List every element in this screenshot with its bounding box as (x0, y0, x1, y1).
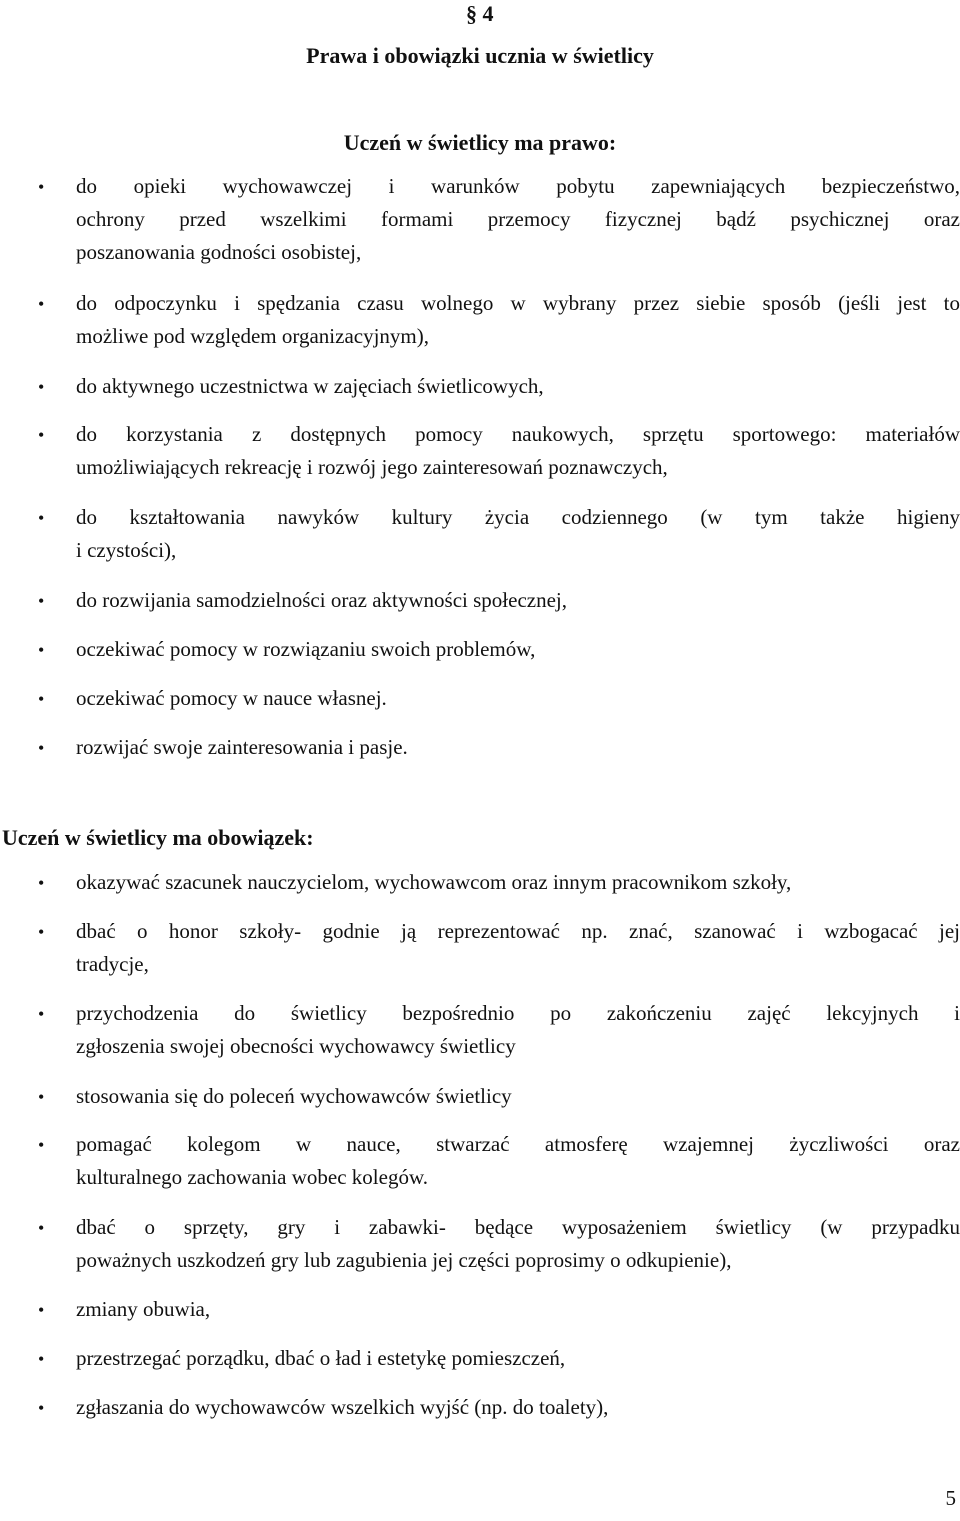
list-item-line: tradycje, (76, 952, 149, 976)
bullet-icon: • (38, 640, 45, 660)
list-item (76, 370, 960, 403)
list-item-line: do rozwijania samodzielności oraz aktywności społecznej, (76, 588, 567, 612)
list-item (76, 418, 960, 484)
list-item-line: zgłaszania do wychowawców wszelkich wyjść (np. do toalety), (76, 1395, 609, 1419)
bullet-icon: • (38, 922, 45, 942)
list-item (76, 682, 960, 715)
list-item-line: zgłoszenia swojej obecności wychowawcy świetlicy (76, 1034, 516, 1058)
bullet-icon: • (38, 1087, 45, 1107)
list-item-line: oczekiwać pomocy w rozwiązaniu swoich problemów, (76, 637, 536, 661)
duties-heading: Uczeń w świetlicy ma obowiązek: (2, 825, 314, 850)
page-title: Prawa i obowiązki ucznia w świetlicy (306, 43, 654, 68)
list-item-line: umożliwiających rekreację i rozwój jego zainteresowań poznawczych, (76, 455, 668, 479)
list-item-line: pomagać kolegom w nauce, stwarzać atmosferę wzajemnej życzliwości oraz (76, 1132, 960, 1156)
list-item-line: kulturalnego zachowania wobec kolegów. (76, 1165, 429, 1189)
list-item (76, 1128, 960, 1194)
list-item-line: stosowania się do poleceń wychowawców świetlicy (76, 1084, 512, 1108)
list-item-line: dbać o honor szkoły- godnie ją reprezentować np. znać, szanować i wzbogacać jej (76, 919, 960, 943)
list-item (76, 915, 960, 981)
list-item (76, 287, 960, 353)
bullet-icon: • (38, 738, 45, 758)
list-item (76, 1391, 960, 1424)
list-item-line: przestrzegać porządku, dbać o ład i estetykę pomieszczeń, (76, 1346, 566, 1370)
list-item (76, 633, 960, 666)
list-item (76, 1293, 960, 1326)
bullet-icon: • (38, 1218, 45, 1238)
bullet-icon: • (38, 294, 45, 314)
bullet-icon: • (38, 1300, 45, 1320)
list-item-line: ochrony przed wszelkimi formami przemocy fizycznej bądź psychicznej oraz (76, 207, 960, 231)
bullet-icon: • (38, 1135, 45, 1155)
page-number: 5 (945, 1486, 956, 1510)
bullet-icon: • (38, 591, 45, 611)
list-item-line: do aktywnego uczestnictwa w zajęciach świetlicowych, (76, 374, 544, 398)
list-item-line: do korzystania z dostępnych pomocy naukowych, sprzętu sportowego: materiałów (76, 422, 960, 446)
list-item-line: możliwe pod względem organizacyjnym), (76, 324, 430, 348)
bullet-icon: • (38, 377, 45, 397)
bullet-icon: • (38, 425, 45, 445)
list-item-line: do odpoczynku i spędzania czasu wolnego w wybrany przez siebie sposób (jeśli jest to (76, 291, 960, 315)
list-item-line: oczekiwać pomocy w nauce własnej. (76, 686, 387, 710)
list-item-line: poważnych uszkodzeń gry lub zagubienia jej części poprosimy o odkupienie), (76, 1248, 732, 1272)
list-item-line: poszanowania godności osobistej, (76, 240, 362, 264)
list-item (76, 584, 960, 617)
list-item (76, 1211, 960, 1277)
bullet-icon: • (38, 177, 45, 197)
list-item (76, 866, 960, 899)
list-item-line: zmiany obuwia, (76, 1297, 211, 1321)
bullet-icon: • (38, 1004, 45, 1024)
section-number: § 4 (466, 1, 494, 26)
list-item-line: dbać o sprzęty, gry i zabawki- będące wyposażeniem świetlicy (w przypadku (76, 1215, 960, 1239)
bullet-icon: • (38, 873, 45, 893)
list-item-line: do opieki wychowawczej i warunków pobytu zapewniających bezpieczeństwo, (76, 174, 960, 198)
list-item (76, 731, 960, 764)
list-item (76, 1080, 960, 1113)
list-item (76, 1342, 960, 1375)
bullet-icon: • (38, 1398, 45, 1418)
list-item (76, 997, 960, 1063)
list-item (76, 170, 960, 269)
rights-heading: Uczeń w świetlicy ma prawo: (343, 130, 617, 155)
list-item-line: do kształtowania nawyków kultury życia codziennego (w tym także higieny (76, 505, 960, 529)
list-item-line: okazywać szacunek nauczycielom, wychowawcom oraz innym pracownikom szkoły, (76, 870, 792, 894)
bullet-icon: • (38, 1349, 45, 1369)
list-item-line: przychodzenia do świetlicy bezpośrednio po zakończeniu zajęć lekcyjnych i (76, 1001, 960, 1025)
list-item-line: rozwijać swoje zainteresowania i pasje. (76, 735, 408, 759)
bullet-icon: • (38, 689, 45, 709)
list-item (76, 501, 960, 567)
bullet-icon: • (38, 508, 45, 528)
list-item-line: i czystości), (76, 538, 177, 562)
